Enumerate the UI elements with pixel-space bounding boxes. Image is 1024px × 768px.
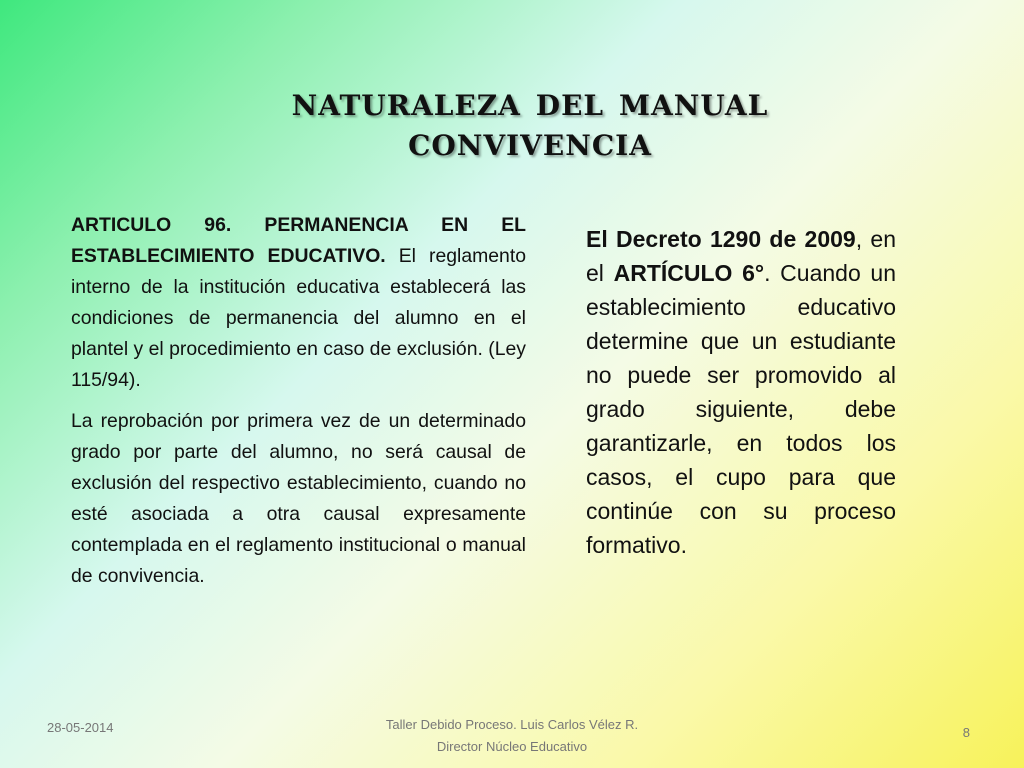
footer-credit [312, 714, 712, 758]
left-column [71, 210, 526, 602]
footer-credit-line-1: Taller Debido Proceso. Luis Carlos Vélez R. [385, 717, 639, 732]
title-line-2: convivencia [408, 118, 652, 165]
title-line-1: naturaleza del manual [291, 78, 769, 125]
right-column [586, 222, 896, 562]
article-96-body: El reglamento interno de la institución educativa establecerá las condiciones de permanencia del alumno en el plantel y el procedimiento en caso de exclusión. (Ley 115/94). [71, 245, 527, 391]
article-6-reference: ARTÍCULO 6° [613, 260, 765, 286]
decree-text-2: . Cuando un establecimiento educativo determine que un estudiante no puede ser promovido al grado siguiente, debe garantizarle, en todos los casos, el cupo para que continúe con su proceso formativo. [586, 260, 897, 558]
decree-paragraph [586, 222, 896, 562]
slide-title [150, 78, 910, 165]
footer-date: 28-05-2014 [47, 720, 114, 735]
decree-text-1: , en el [586, 226, 897, 286]
article-96-heading: ARTICULO 96. PERMANENCIA EN EL ESTABLECIMIENTO EDUCATIVO. [71, 214, 526, 267]
page-number: 8 [962, 725, 970, 740]
article-96-paragraph [71, 210, 526, 396]
footer-credit-line-2: Director Núcleo Educativo [436, 739, 588, 754]
reprobation-paragraph: La reprobación por primera vez de un determinado grado por parte del alumno, no será causal de exclusión del respectivo establecimiento, cuando no esté asociada a otra causal expresamente contemplada en el reglamento institucional o manual de convivencia. [71, 410, 526, 587]
decree-reference: El Decreto 1290 de 2009 [586, 226, 856, 252]
